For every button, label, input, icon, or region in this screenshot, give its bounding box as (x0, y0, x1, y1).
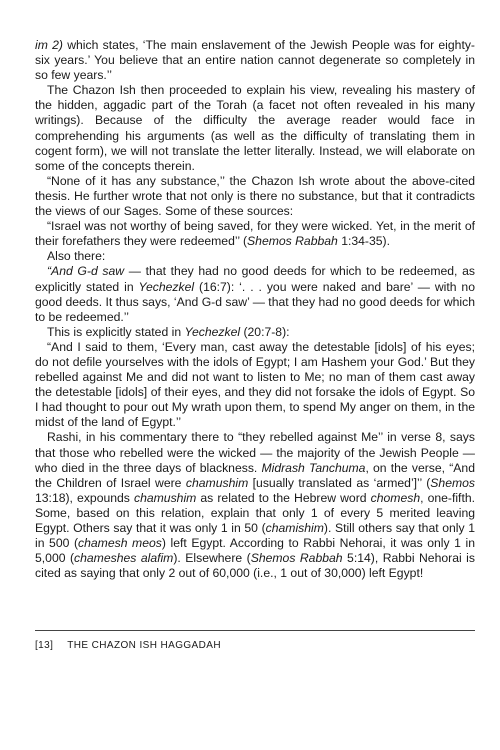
text-run: “And I said to them, ‘Every man, cast away the detestable [idols] of his eyes; do not defile yourselves with the idols of Egypt; I am Hashem your God.’ But they rebelled against Me and did not want to listen to Me; no man of them cast away the detestable [idols] of their eyes, and they did not forsake the idols of Egypt. So I had thought to pour out My wrath upon them, to spend My anger on them, in the midst of the land of Egypt.’’ (35, 339, 475, 430)
paragraph (35, 249, 475, 264)
paragraph (35, 340, 475, 431)
text-run: , one-fifth. Some, based on this relation, explain that only 1 of every 5 merited leaving Egypt. Others say that it was only 1 in 50 ( (35, 490, 475, 535)
italic-text: “And G-d saw (47, 264, 125, 279)
text-run: ) left Egypt. According to Rabbi Nehorai, it was only 1 in 5,000 ( (35, 536, 475, 566)
text-run: This is explicitly stated in (47, 324, 185, 339)
italic-text: Yechezkel (138, 279, 195, 294)
text-run: 1:34-35). (337, 234, 390, 249)
text-run: ). Still others say that only 1 in 500 ( (35, 521, 475, 551)
page-footer (35, 640, 221, 651)
paragraph (35, 38, 475, 83)
footer-rule (35, 630, 475, 631)
page-number: [13] (35, 640, 54, 651)
italic-text: chameshes alafim (74, 551, 174, 566)
text-run: Also there: (47, 249, 106, 264)
italic-text: im 2) (35, 38, 63, 52)
italic-text: chamesh meos (78, 536, 162, 551)
text-run: (16:7): ‘. . . you were naked and bare’ — with no good deeds. It thus says, ‘And G-d saw’ — that they had no good deeds for which to be redeemed.’’ (35, 279, 475, 324)
text-run: “None of it has any substance,’’ the Chazon Ish wrote about the above-cited thesis. He further wrote that not only is there no substance, but that it contradicts the views of our Sages. Some of these sources: (35, 173, 475, 219)
text-run: Rashi, in his commentary there to “they rebelled against Me’’ in verse 8, says that those who rebelled were the wicked — the majority of the Jewish People — who died in the three days of blackness. (35, 430, 475, 475)
italic-text: chomesh (370, 490, 421, 505)
italic-text: Midrash Tanchuma (261, 460, 366, 475)
text-run: — that they had no good deeds for which to be redeemed, as explicitly stated in (35, 264, 475, 294)
text-run: [usually translated as ‘armed’]’’ ( (248, 475, 431, 490)
text-run: ). Elsewhere ( (173, 551, 251, 566)
text-run: 5:14), Rabbi Nehorai is cited as saying that only 2 out of 60,000 (i.e., 1 out of 30,000) left Egypt! (35, 551, 475, 581)
text-run: (20:7-8): (240, 324, 290, 339)
text-run: which states, ‘The main enslavement of the Jewish People was for eighty-six years.’ You believe that an entire nation cannot degenerate so completely in so few years.’’ (35, 38, 475, 83)
italic-text: Shemos (430, 475, 475, 490)
paragraph (35, 430, 475, 581)
text-run: The Chazon Ish then proceeded to explain his view, revealing his mastery of the hidden, aggadic part of the Torah (a facet not often revealed in his many writings). Because of the difficulty the average reader would face in comprehending his arguments (as well as the difficulty of translating them in cogent form), we will not translate the letter literally. Instead, we will elaborate on some of the concepts therein. (35, 83, 475, 173)
text-run: 13:18), expounds (35, 490, 134, 505)
italic-text: Yechezkel (184, 324, 241, 339)
body-text (35, 38, 475, 581)
paragraph (35, 325, 475, 340)
text-run: as related to the Hebrew word (196, 490, 371, 505)
italic-text: Shemos Rabbah (247, 234, 338, 249)
paragraph (35, 219, 475, 249)
italic-text: Shemos Rabbah (250, 551, 343, 566)
italic-text: chamushim (134, 490, 197, 505)
paragraph (35, 83, 475, 174)
italic-text: chamishim (265, 521, 324, 535)
paragraph (35, 174, 475, 219)
italic-text: chamushim (185, 475, 249, 490)
text-run: “Israel was not worthy of being saved, for they were wicked. Yet, in the merit of their forefathers they were redeemed’’ ( (35, 219, 475, 249)
running-title: THE CHAZON ISH HAGGADAH (67, 640, 221, 651)
paragraph (35, 264, 475, 324)
text-run: , on the verse, “And the Children of Israel were (35, 460, 475, 490)
